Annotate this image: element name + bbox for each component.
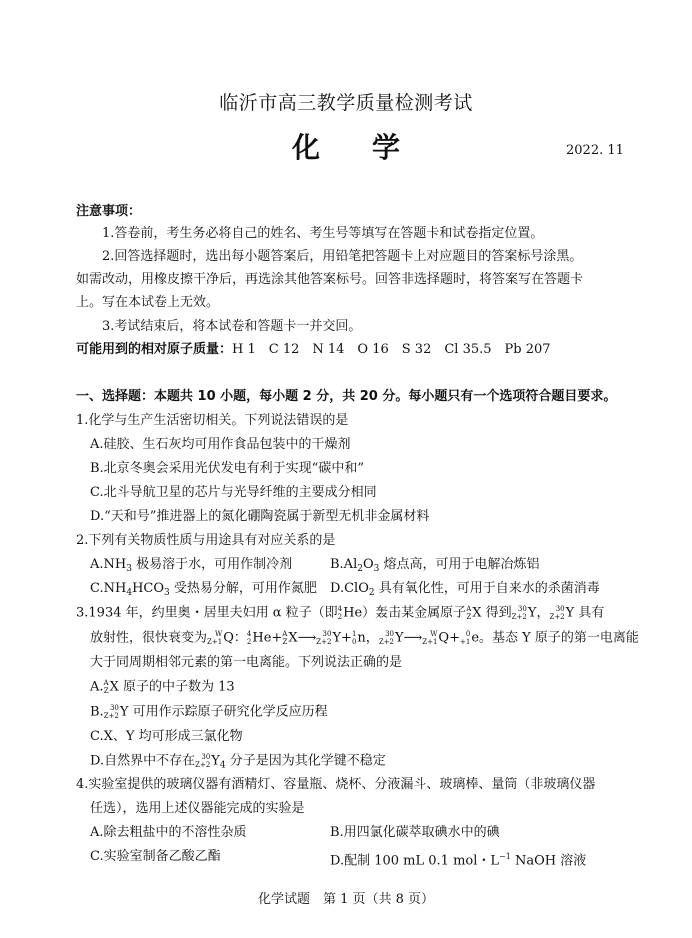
q4-stem-line-1: 4.实验室提供的玻璃仪器有酒精灯、容量瓶、烧杯、分液漏斗、玻璃棒、量筒（非玻璃仪器 [76, 777, 596, 792]
q1-stem: 1.化学与生产生活密切相关。下列说法错误的是 [76, 413, 349, 428]
notes-item-1: 1.答卷前，考生务必将自己的姓名、考生号等填写在答题卡和试卷指定位置。 [102, 226, 544, 241]
q2-option-d: D.ClO$_2$ 具有氧化性，可用于自来水的杀菌消毒 [330, 581, 600, 598]
q4-option-c: C.实验室制备乙酸乙酯 [90, 849, 221, 864]
q3-option-b: B. 30 Z+2 Y 可用作示踪原子研究化学反应历程 [90, 704, 328, 720]
notes-heading: 注意事项： [76, 204, 142, 219]
subject-char-2: 学 [372, 131, 401, 164]
atomic-mass-label: 可能用到的相对原子质量： [76, 342, 233, 357]
q1-option-a: A.硅胶、生石灰均可用作食品包装中的干燥剂 [90, 437, 351, 452]
q2-option-a: $A.NH_3$ 极易溶于水，可用作制冷剂 [90, 557, 293, 574]
q1-option-c: C.北斗导航卫星的芯片与光导纤维的主要成分相同 [90, 485, 377, 500]
q3-stem-line-2: 放射性，很快衰变为 W Z+1 Q： 4 2 He+ A Z X⟶ 30 Z+2 Y+ 1 0 n， 30 Z+2 Y⟶ W Z+1 Q+ 0 +1 e。基态 Y 原子的第一电离能 [90, 630, 639, 646]
q3-option-a: A. A Z X 原子的中子数为 13 [90, 679, 235, 695]
q2-option-b: $B.Al_2O_3$ 熔点高，可用于电解冶炼铝 [330, 557, 540, 574]
page-footer: 化学试题 第 1 页（共 8 页） [257, 892, 435, 907]
exam-title: 临沂市高三教学质量检测考试 [219, 92, 473, 114]
notes-item-2-line-1: 2.回答选择题时，选出每小题答案后，用铅笔把答题卡上对应题目的答案标号涂黑。 [102, 249, 583, 264]
notes-item-2-line-3: 上。写在本试卷上无效。 [76, 295, 220, 310]
q2-stem: 2.下列有关物质性质与用途具有对应关系的是 [76, 533, 336, 548]
q4-option-a: A.除去粗盐中的不溶性杂质 [90, 825, 247, 840]
notes-item-3: 3.考试结束后，将本试卷和答题卡一并交回。 [102, 319, 362, 334]
q4-option-d: D.配制 100 mL 0.1 mol・$L^{-1}$ NaOH 溶液 [330, 852, 587, 869]
q1-option-b: B.北京冬奥会采用光伏发电有利于实现“碳中和” [90, 461, 364, 476]
q3-stem-line-1: 3.1934 年，约里奥・居里夫妇用 α 粒子（即 4 2 He）轰击某金属原子 A Z X 得到 30 Z+2 Y， 30 Z+2 Y 具有 [76, 605, 605, 621]
atomic-mass-line [76, 342, 551, 358]
q3-option-c: C.X、Y 均可形成三氯化物 [90, 729, 243, 744]
notes-item-2-line-2: 如需改动，用橡皮擦干净后，再选涂其他答案标号。回答非选择题时，将答案写在答题卡 [76, 272, 584, 287]
q1-option-d: D.“天和号”推进器上的氮化硼陶瓷属于新型无机非金属材料 [90, 509, 430, 524]
section-1-heading: 一、选择题：本题共 10 小题，每小题 2 分，共 20 分。每小题只有一个选项符合题目要求。 [76, 389, 617, 404]
subject-char-1: 化 [291, 131, 320, 164]
exam-date: 2022. 11 [566, 143, 624, 158]
q3-stem-line-3: 大于同周期相邻元素的第一电离能。下列说法正确的是 [90, 655, 403, 670]
q2-option-c: $C.NH_4HCO_3$ 受热易分解，可用作氮肥 [90, 581, 317, 598]
q3-option-d: D.自然界中不存在 30 Z+2 $Y_4$ 分子是因为其化学键不稳定 [90, 753, 386, 771]
q4-stem-line-2: 任选），选用上述仪器能完成的实验是 [90, 801, 305, 816]
q4-option-b: B.用四氯化碳萃取碘水中的碘 [330, 825, 500, 840]
atomic-mass-values: H 1 C 12 N 14 O 16 S 32 Cl 35.5 Pb 207 [232, 342, 551, 357]
